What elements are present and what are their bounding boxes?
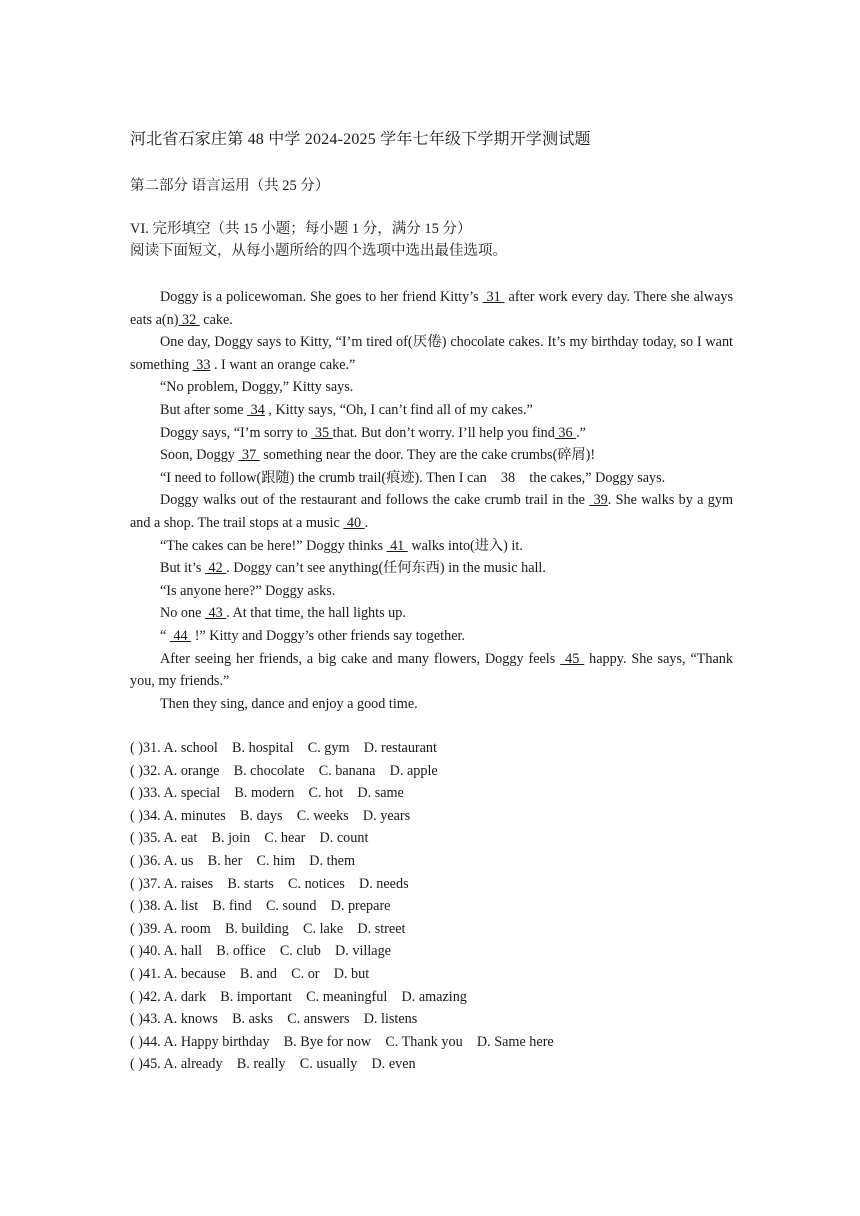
blank-36: 36	[554, 424, 577, 441]
cloze-passage	[130, 286, 733, 715]
blank-31: 31	[482, 289, 505, 305]
option-line: ( )34. A. minutes B. days C. weeks D. years	[130, 807, 411, 824]
paragraph: But after some 34 , Kitty says, “Oh, I can’t find all of my cakes.”	[160, 401, 533, 418]
option-line: ( )39. A. room B. building C. lake D. street	[130, 920, 406, 937]
blank-44: 44	[169, 627, 192, 644]
paragraph: “I need to follow(跟随) the crumb trail(痕迹). Then I can 38 the cakes,” Doggy says.	[160, 469, 666, 486]
part-heading: 第二部分 语言运用（共 25 分）	[130, 178, 330, 194]
option-line: ( )33. A. special B. modern C. hot D. same	[130, 785, 404, 802]
section-heading: VI. 完形填空（共 15 小题；每小题 1 分，满分 15 分）	[130, 221, 472, 237]
blank-37: 37	[238, 447, 260, 464]
paragraph: “Is anyone here?” Doggy asks.	[160, 582, 336, 599]
option-line: ( )44. A. Happy birthday B. Bye for now C. Thank you D. Same here	[130, 1033, 554, 1050]
paragraph: After seeing her friends, a big cake and many flowers, Doggy feels 45 happy. She says, “Thank you, my friends.”	[130, 650, 733, 690]
blank-34: 34	[247, 401, 265, 418]
option-line: ( )31. A. school B. hospital C. gym D. restaurant	[130, 740, 437, 756]
blank-33: 33	[192, 356, 211, 373]
answer-options	[130, 737, 554, 1076]
blank-42: 42	[204, 560, 227, 577]
blank-45: 45	[560, 650, 585, 667]
blank-40: 40	[343, 514, 365, 531]
blank-35: 35	[311, 424, 333, 441]
blank-41: 41	[386, 537, 408, 554]
paragraph: Doggy is a policewoman. She goes to her friend Kitty’s 31 after work every day. There she always eats a(n) 32 cake.	[130, 289, 734, 328]
paragraph: No one 43 . At that time, the hall lights up.	[160, 605, 406, 622]
section-block	[130, 218, 507, 262]
option-line: ( )35. A. eat B. join C. hear D. count	[130, 830, 369, 847]
blank-32: 32	[178, 311, 200, 328]
option-line: ( )38. A. list B. find C. sound D. prepare	[130, 898, 391, 915]
option-line: ( )32. A. orange B. chocolate C. banana D. apple	[130, 762, 438, 779]
paragraph: Doggy walks out of the restaurant and follows the cake crumb trail in the 39. She walks by a gym and a shop. The trail stops at a music 40 .	[130, 492, 734, 531]
blank-43: 43	[204, 605, 227, 622]
option-line: ( )45. A. already B. really C. usually D. even	[130, 1056, 416, 1073]
option-line: ( )37. A. raises B. starts C. notices D. needs	[130, 875, 409, 892]
paragraph: “The cakes can be here!” Doggy thinks 41 walks into(进入) it.	[160, 537, 523, 554]
option-line: ( )40. A. hall B. office C. club D. village	[130, 943, 391, 960]
option-line: ( )42. A. dark B. important C. meaningful D. amazing	[130, 988, 467, 1005]
paragraph: Doggy says, “I’m sorry to 35 that. But don’t worry. I’ll help you find 36 .”	[160, 424, 586, 441]
paragraph: But it’s 42 . Doggy can’t see anything(任何东西) in the music hall.	[160, 560, 546, 577]
page-title: 河北省石家庄第 48 中学 2024-2025 学年七年级下学期开学测试题	[130, 131, 591, 148]
paragraph: One day, Doggy says to Kitty, “I’m tired of(厌倦) chocolate cakes. It’s my birthday today, so I want something 33 . I want an orange cake.”	[130, 334, 733, 373]
paragraph: Then they sing, dance and enjoy a good time.	[160, 695, 418, 712]
section-instruction: 阅读下面短文，从每小题所给的四个选项中选出最佳选项。	[130, 243, 507, 259]
option-line: ( )41. A. because B. and C. or D. but	[130, 965, 370, 982]
blank-39: 39	[589, 492, 608, 509]
paragraph: Soon, Doggy 37 something near the door. They are the cake crumbs(碎屑)!	[160, 447, 596, 464]
option-line: ( )43. A. knows B. asks C. answers D. listens	[130, 1011, 418, 1028]
paragraph: “No problem, Doggy,” Kitty says.	[160, 379, 354, 396]
option-line: ( )36. A. us B. her C. him D. them	[130, 852, 356, 869]
paragraph: “ 44 !” Kitty and Doggy’s other friends say together.	[160, 627, 465, 644]
